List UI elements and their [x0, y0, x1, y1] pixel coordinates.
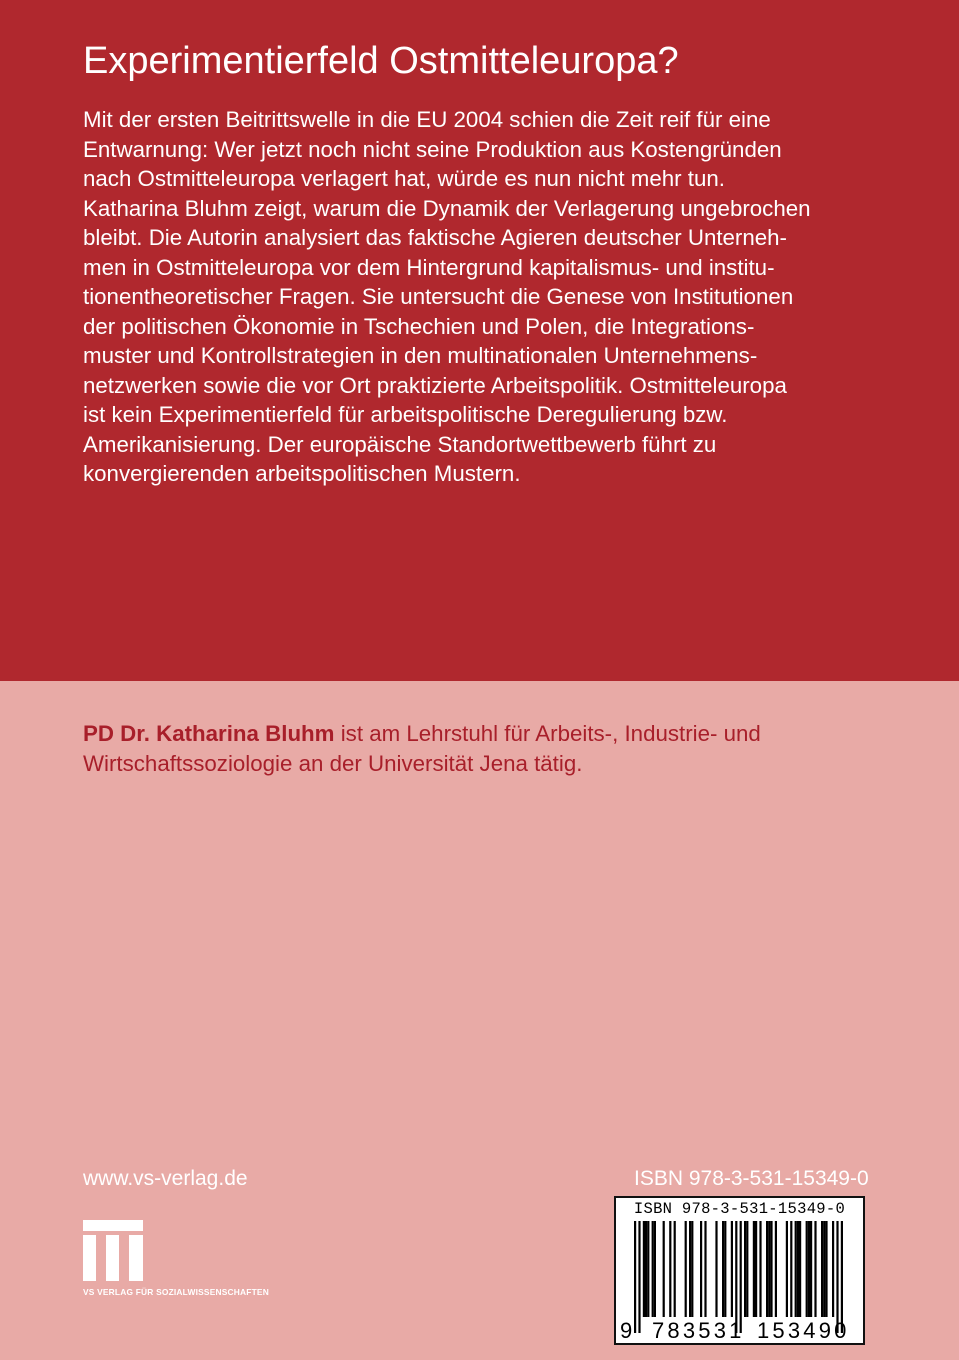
logo-bar-1 [83, 1235, 96, 1281]
blurb-line: Mit der ersten Beitrittswelle in die EU 2004 schien die Zeit reif für eine [83, 107, 771, 132]
blurb-line: Entwarnung: Wer jetzt noch nicht seine Produktion aus Kostengründen [83, 136, 782, 162]
blurb-line: Amerikanisierung. Der europäische Standortwettbewerb führt zu [83, 431, 717, 457]
barcode-bar [647, 1221, 649, 1317]
barcode-bar [797, 1221, 799, 1317]
author-name: PD Dr. Katharina Bluhm [83, 721, 335, 746]
barcode-bar [643, 1221, 645, 1317]
author-bio-line-2: Wirtschaftssoziologie an der Universität Jena tätig. [83, 751, 583, 776]
barcode-digits-right: 153490 [757, 1318, 850, 1343]
logo-bar-2 [106, 1235, 119, 1281]
barcode-bar [768, 1221, 770, 1317]
barcode-bar [645, 1221, 647, 1317]
barcode-bar [700, 1221, 702, 1317]
barcode-bar [759, 1221, 761, 1317]
barcode-bar [825, 1221, 827, 1317]
barcode-bar [724, 1221, 726, 1317]
blurb-line: muster und Kontrollstrategien in den multinationalen Unternehmens- [83, 343, 758, 368]
barcode-bar [810, 1221, 812, 1317]
blurb-line: nach Ostmitteleuropa verlagert hat, würde es nun nicht mehr tun. [83, 166, 725, 191]
blurb-line: netzwerken sowie die vor Ort praktizierte Arbeitspolitik. Ostmitteleuropa [83, 372, 787, 398]
blurb-line: men in Ostmitteleuropa vor dem Hintergrund kapitalismus- und institu- [83, 254, 775, 280]
book-title: Experimentierfeld Ostmitteleuropa? [83, 40, 679, 82]
author-bio-rest: ist am Lehrstuhl für Arbeits-, Industrie- und [334, 721, 761, 746]
barcode-bar [652, 1221, 654, 1317]
barcode-bar [740, 1221, 742, 1333]
barcode-bar [821, 1221, 823, 1317]
barcode-bar [731, 1221, 733, 1317]
barcode-bar [634, 1221, 636, 1333]
barcode-bar [770, 1221, 772, 1317]
barcode-bar [823, 1221, 825, 1317]
barcode-bar [775, 1221, 777, 1317]
barcode-bar [638, 1221, 640, 1333]
barcode-isbn-text: ISBN 978-3-531-15349-0 [633, 1200, 846, 1218]
barcode-bar [806, 1221, 808, 1317]
barcode-first-digit: 9 [620, 1318, 636, 1343]
author-bio-line-1 [83, 719, 903, 749]
barcode-bar [722, 1221, 724, 1317]
barcode-bar [689, 1221, 691, 1317]
barcode-bar [786, 1221, 788, 1317]
barcode-bar [795, 1221, 797, 1317]
barcode-bar [836, 1221, 838, 1333]
blurb-line: bleibt. Die Autorin analysiert das faktische Agieren deutscher Unterneh- [83, 225, 787, 250]
blurb-line: tionentheoretischer Fragen. Sie untersucht die Genese von Institutionen [83, 284, 794, 309]
blurb-text [83, 105, 883, 489]
logo-bar-3 [129, 1235, 143, 1281]
barcode-bar [674, 1221, 676, 1317]
barcode-bar [691, 1221, 693, 1317]
barcode-bar [735, 1221, 737, 1333]
barcode-bar [790, 1221, 792, 1317]
barcode-bar [744, 1221, 746, 1317]
barcode-bar [669, 1221, 671, 1317]
publisher-logo-text: VS VERLAG FÜR SOZIALWISSENSCHAFTEN [83, 1287, 269, 1297]
barcode-bar [663, 1221, 665, 1317]
barcode-bar [753, 1221, 755, 1317]
blurb-line: Katharina Bluhm zeigt, warum die Dynamik der Verlagerung ungebrochen [83, 195, 811, 221]
barcode-bar [746, 1221, 748, 1317]
barcode [622, 1221, 858, 1333]
blurb-line: ist kein Experimentierfeld für arbeitspolitische Deregulierung bzw. [83, 402, 728, 427]
barcode-bar [685, 1221, 687, 1317]
barcode-bar [654, 1221, 656, 1317]
barcode-bar [704, 1221, 706, 1317]
isbn-label: ISBN 978-3-531-15349-0 [634, 1167, 869, 1190]
barcode-bar [808, 1221, 810, 1317]
blurb-line: der politischen Ökonomie in Tschechien und Polen, die Integrations- [83, 313, 755, 339]
barcode-bar [755, 1221, 757, 1317]
publisher-url: www.vs-verlag.de [83, 1167, 248, 1190]
barcode-bar [766, 1221, 768, 1317]
barcode-digits-left: 783531 [652, 1318, 745, 1343]
barcode-bar [715, 1221, 717, 1317]
author-bio [83, 719, 903, 779]
barcode-bar [841, 1221, 843, 1333]
barcode-bar [799, 1221, 801, 1317]
blurb-line: konvergierenden arbeitspolitischen Mustern. [83, 461, 521, 486]
barcode-bar [814, 1221, 816, 1317]
logo-top-bar [83, 1220, 143, 1231]
barcode-bar [832, 1221, 834, 1317]
